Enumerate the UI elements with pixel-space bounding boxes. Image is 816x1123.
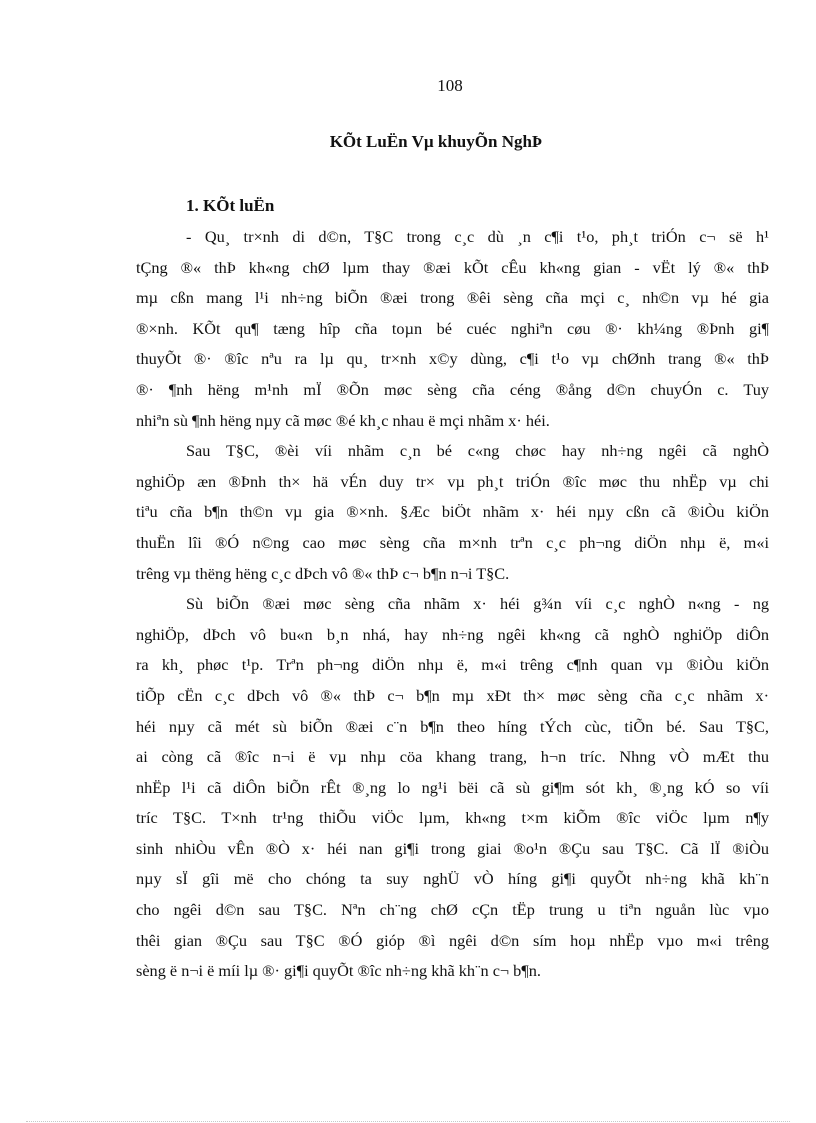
- paragraph-line: tríc T§C. T×nh tr¹ng thiÕu viÖc lµm, kh«ng t×m kiÕm ®îc viÖc lµm n¶y: [136, 808, 769, 828]
- page-number: 108: [437, 76, 463, 95]
- paragraph-line: cho ngêi d©n sau T§C. Nªn ch¨ng chØ cÇn tËp trung u tiªn nguån lùc vµo: [136, 900, 769, 920]
- paragraph-line: sèng ë n¬i ë míi lµ ®· gi¶i quyÕt ®îc nh÷ng khã kh¨n c¬ b¶n.: [136, 961, 541, 981]
- page-bottom-rule: [26, 1121, 790, 1122]
- paragraph-line: thuyÕt ®· ®îc nªu ra lµ qu¸ tr×nh x©y dùng, c¶i t¹o vµ chØnh trang ®« thÞ: [136, 349, 769, 369]
- paragraph-line: nhiªn sù ¶nh hëng nµy cã møc ®é kh¸c nhau ë mçi nhãm x· héi.: [136, 410, 550, 430]
- paragraph-line: héi nµy cã mét sù biÕn ®æi c¨n b¶n theo híng tÝch cùc, tiÕn bé. Sau T§C,: [136, 716, 769, 736]
- paragraph-line: - Qu¸ tr×nh di d©n, T§C trong c¸c dù ¸n c¶i t¹o, ph¸t triÓn c¬ së h¹: [186, 227, 769, 246]
- paragraph-line: ra kh¸ phøc t¹p. Trªn ph¬ng diÖn nhµ ë, m«i trêng c¶nh quan vµ ®iÒu kiÖn: [136, 655, 769, 675]
- paragraph-line: sinh nhiÒu vÊn ®Ò x· héi nan gi¶i trong giai ®o¹n ®Çu sau T§C. Cã lÏ ®iÒu: [136, 838, 769, 858]
- paragraph-line: tÇng ®« thÞ kh«ng chØ lµm thay ®æi kÕt cÊu kh«ng gian - vËt lý ®« thÞ: [136, 257, 769, 277]
- paragraph-line: tiÕp cËn c¸c dÞch vô ®« thÞ c¬ b¶n mµ xÐt th× møc sèng cña c¸c nhãm x·: [136, 685, 769, 705]
- paragraph-line: thuËn lîi ®Ó n©ng cao møc sèng cña m×nh trªn c¸c ph¬ng diÖn nhµ ë, m«i: [136, 532, 769, 552]
- paragraph-line: ®×nh. KÕt qu¶ tæng hîp cña toµn bé cuéc nghiªn cøu ®· kh¼ng ®Þnh gi¶: [136, 318, 769, 338]
- body-text: [136, 222, 769, 987]
- paragraph-line: tiªu cña b¶n th©n vµ gia ®×nh. §Æc biÖt nhãm x· héi nµy cßn cã ®iÒu kiÖn: [136, 502, 769, 522]
- paragraph-line: thêi gian ®Çu sau T§C ®Ó gióp ®ì ngêi d©n sím hoµ nhËp vµo m«i trêng: [136, 930, 769, 950]
- paragraph-line: nghiÖp æn ®Þnh th× hä vÉn duy tr× vµ ph¸t triÓn ®îc møc thu nhËp vµ chi: [136, 471, 769, 491]
- paragraph-line: nµy sÏ gîi më cho chóng ta suy nghÜ vÒ híng gi¶i quyÕt nh÷ng khã kh¨n: [136, 869, 769, 889]
- chapter-title: KÕt LuËn Vµ khuyÕn NghÞ: [329, 132, 543, 151]
- paragraph-line: nghiÖp, dÞch vô bu«n b¸n nhá, hay nh÷ng ngêi kh«ng cã nghÒ nghiÖp diÔn: [136, 624, 769, 644]
- paragraph-line: nhËp l¹i cã diÔn biÕn rÊt ®¸ng lo ng¹i bëi cã sù gi¶m sót kh¸ ®¸ng kÓ so víi: [136, 777, 769, 797]
- paragraph-line: trêng vµ thëng hëng c¸c dÞch vô ®« thÞ c¬ b¶n n¬i T§C.: [136, 563, 510, 583]
- paragraph-line: ®· ¶nh hëng m¹nh mÏ ®Õn møc sèng cña céng ®ång d©n chuyÓn c. Tuy: [136, 379, 769, 399]
- paragraph-line: ai còng cã ®îc n¬i ë vµ nhµ cöa khang trang, h¬n tríc. Nhng vÒ mÆt thu: [136, 747, 769, 767]
- paragraph-line: Sù biÕn ®æi møc sèng cña nhãm x· héi g¾n víi c¸c nghÒ n«ng - ng: [186, 594, 769, 614]
- section-heading: 1. KÕt luËn: [186, 196, 275, 215]
- paragraph-line: mµ cßn mang l¹i nh÷ng biÕn ®æi trong ®êi sèng cña mçi c¸ nh©n vµ hé gia: [136, 288, 769, 308]
- paragraph-line: Sau T§C, ®èi víi nhãm c¸n bé c«ng chøc hay nh÷ng ngêi cã nghÒ: [186, 441, 769, 461]
